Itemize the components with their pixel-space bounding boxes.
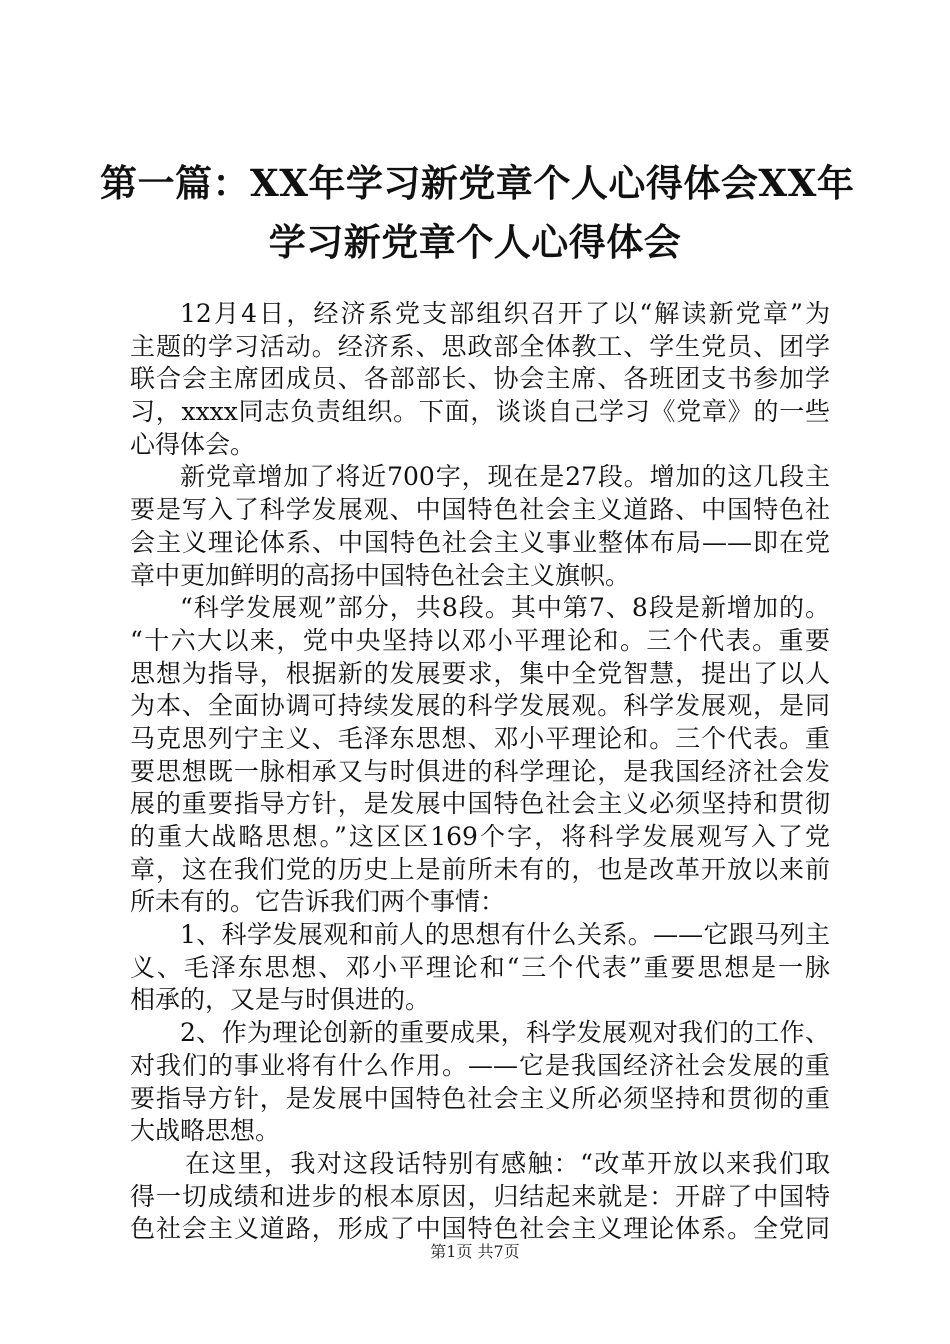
body-line: 得一切成绩和进步的根本原因，归结起来就是：开辟了中国特 (130, 1181, 830, 1211)
body-line: 在这里，我对这段话特别有感触：“改革开放以来我们取 (185, 1148, 830, 1178)
body-line: 章中更加鲜明的高扬中国特色社会主义旗帜。 (130, 560, 631, 590)
body-line: 新党章增加了将近700字，现在是27段。增加的这几段主 (180, 462, 830, 492)
body-line: 要思想既一脉相承又与时俱进的科学理论，是我国经济社会发 (130, 756, 830, 786)
body-line: 2、作为理论创新的重要成果，科学发展观对我们的工作、 (180, 1018, 830, 1048)
body-line: 展的重要指导方针，是发展中国特色社会主义必须坚持和贯彻 (130, 789, 830, 819)
body-line: 联合会主席团成员、各部部长、协会主席、各班团支书参加学 (130, 364, 830, 394)
body-line: 会主义理论体系、中国特色社会主义事业整体布局——即在党 (130, 527, 830, 557)
body-line: 所未有的。它告诉我们两个事情： (130, 887, 506, 917)
body-line: 大战略思想。 (130, 1116, 281, 1146)
body-line: “十六大以来，党中央坚持以邓小平理论和。三个代表。重要 (130, 625, 830, 655)
body-line: 1、科学发展观和前人的思想有什么关系。——它跟马列主 (180, 920, 830, 950)
body-line: 的重大战略思想。”这区区169个字，将科学发展观写入了党 (130, 822, 830, 851)
body-line: 思想为指导，根据新的发展要求，集中全党智慧，提出了以人 (130, 658, 830, 688)
body-line: 心得体会。 (130, 429, 256, 459)
page-footer: 第1页 共7页 (430, 1242, 520, 1261)
body-line: 要是写入了科学发展观、中国特色社会主义道路、中国特色社 (130, 495, 830, 525)
body-line: 习，xxxx同志负责组织。下面，谈谈自己学习《党章》的一些 (130, 397, 830, 427)
body-line: 为本、全面协调可持续发展的科学发展观。科学发展观，是同 (130, 691, 830, 721)
body-line: 色社会主义道路，形成了中国特色社会主义理论体系。全党同 (130, 1214, 830, 1244)
body-line: “科学发展观”部分，共8段。其中第7、8段是新增加的。 (180, 593, 830, 623)
body-line: 义、毛泽东思想、邓小平理论和“三个代表”重要思想是一脉 (130, 952, 830, 982)
body-line: 章，这在我们党的历史上是前所未有的，也是改革开放以来前 (130, 854, 830, 884)
body-line: 相承的，又是与时俱进的。 (130, 985, 431, 1015)
body-line: 对我们的事业将有什么作用。——它是我国经济社会发展的重 (130, 1050, 830, 1080)
body-line: 马克思列宁主义、毛泽东思想、邓小平理论和。三个代表。重 (130, 723, 830, 753)
body-line: 12月4日，经济系党支部组织召开了以“解读新党章”为 (180, 299, 830, 328)
document-title-line-2: 学习新党章个人心得体会 (268, 220, 682, 264)
document-title-line-1: 第一篇：XX年学习新党章个人心得体会XX年 (100, 161, 855, 205)
document-body (130, 298, 830, 1246)
body-line: 要指导方针，是发展中国特色社会主义所必须坚持和贯彻的重 (130, 1083, 830, 1113)
body-line: 主题的学习活动。经济系、思政部全体教工、学生党员、团学 (130, 331, 830, 361)
